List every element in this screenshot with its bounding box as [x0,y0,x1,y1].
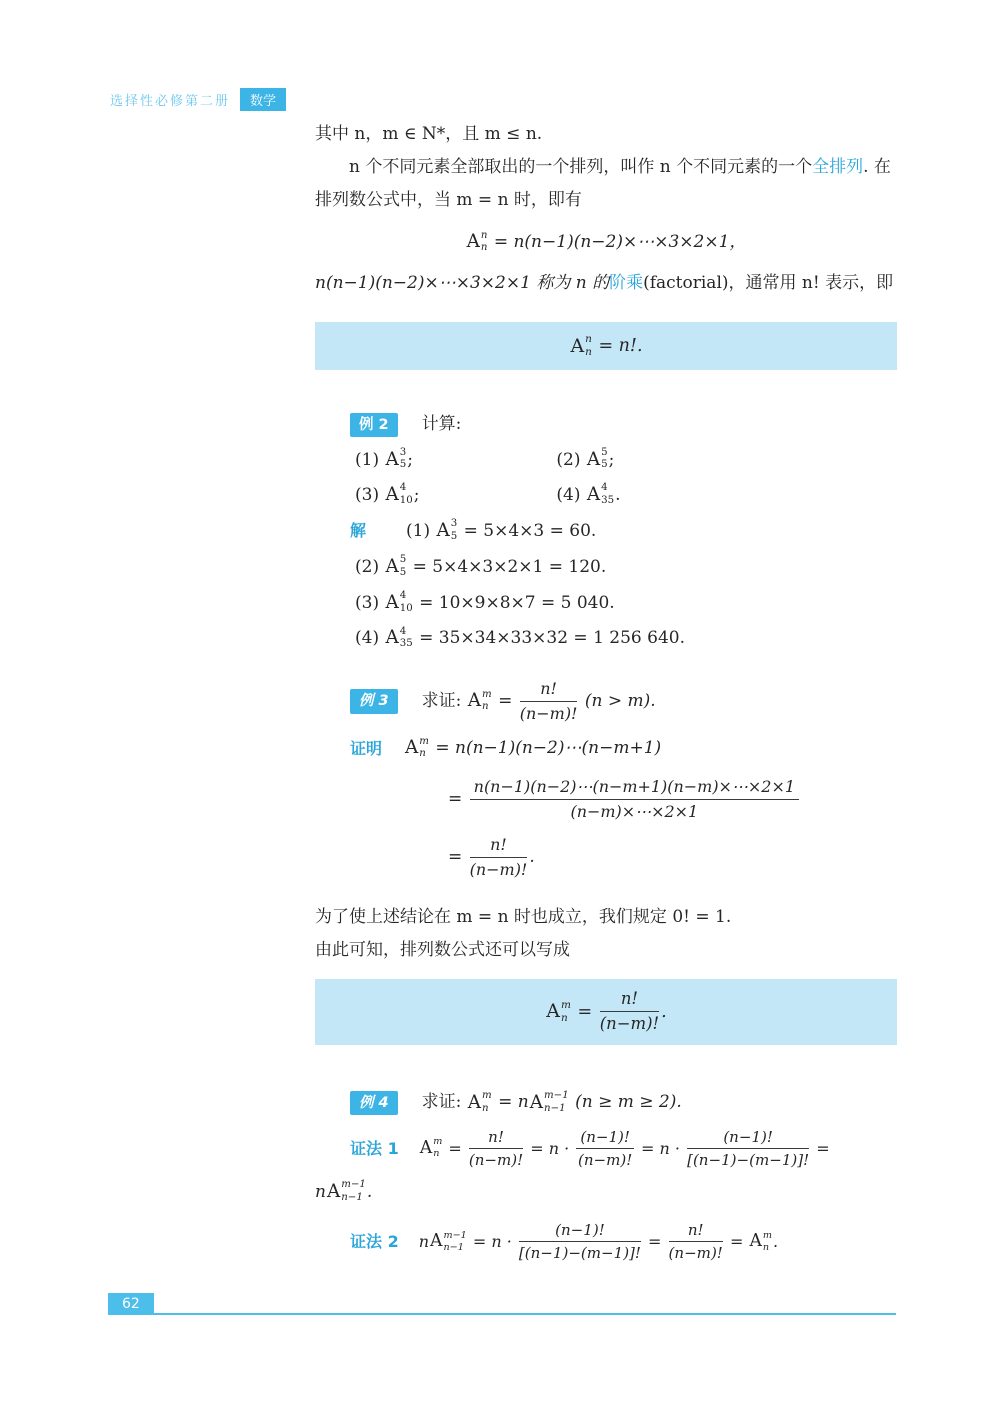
example3-header [315,678,897,724]
equals-sign: = [571,1001,598,1022]
text-run: (factorial)，通常用 n! 表示，即 [643,273,894,294]
condition: (n ≥ m ≥ 2). [569,1092,682,1113]
perm-sup: m−1 [544,1089,569,1101]
example2-item2: (2) A 5 5 ; [556,450,614,470]
permutation-symbol: A m−1 n−1 [326,1179,366,1204]
example2-solution3: (3) A 4 10 = 10×9×8×7 = 5 040. [355,585,897,621]
equals-sign: = [724,1232,749,1252]
perm-sup: 4 [399,625,407,637]
text-run: = n(n−1)(n−2)⋯(n−m+1) [429,737,662,758]
perm-sup: 4 [399,482,407,494]
perm-sup: 4 [399,589,407,601]
perm-sup: m [560,998,571,1011]
equals-sign: = [443,1138,467,1158]
text-run: = n!. [592,336,643,357]
text-run: n [418,1232,430,1252]
fraction-numerator: n! [669,1220,723,1242]
text-run: = n · [467,1232,517,1252]
perm-sub: 5 [399,459,407,471]
term-jiecheng: 阶乘 [609,273,644,294]
perm-sub: n [585,346,592,359]
footer-rule [154,1313,896,1315]
fraction-numerator: (n−1)! [576,1127,634,1149]
example2-item1: (1) A 3 5 ; [355,442,551,478]
note-rewrite: 由此可知，排列数公式还可以写成 [315,939,570,960]
permutation-symbol: A m−1 n−1 [529,1089,569,1114]
perm-sup: 5 [399,554,407,566]
perm-sup: m [762,1229,773,1241]
perm-sub: 5 [450,530,458,542]
fraction-numerator: n! [600,988,659,1012]
example2-item4: (4) A 4 35 . [556,485,620,505]
fraction-denominator: [(n−1)−(m−1)]! [687,1150,810,1169]
fraction-denominator: (n−m)×⋯×2×1 [570,801,699,821]
example2-items-row2 [355,477,897,513]
permutation-symbol: A 4 10 [385,589,413,614]
text-run: . 在排列数公式中，当 m = n 时，即有 [315,157,891,211]
perm-sub: n [762,1241,770,1253]
example2-title: 计算: [421,414,462,435]
text-run: = n(n−1)(n−2)×⋯×3×2×1， [488,231,747,252]
intro-line: 其中 n，m ∈ N*，且 m ≤ n. [315,124,543,144]
fraction [469,1127,523,1171]
perm-sub: n−1 [544,1102,566,1114]
perm-sup: m [419,735,429,747]
equals-sign: = [448,846,468,867]
perm-sub: 10 [399,495,413,507]
permutation-symbol: A m n [467,688,492,713]
example4-method1-continuation: n A m−1 n−1 . [315,1174,897,1210]
condition: (n > m). [579,690,656,711]
fraction [519,1220,641,1264]
text-run: = n [492,1092,529,1113]
fraction-denominator: [(n−1)−(m−1)]! [518,1244,641,1263]
highlight-box-ann-formula [315,979,897,1045]
fraction [576,1127,634,1171]
perm-sub: n [482,701,489,713]
fraction [470,834,528,880]
fraction-numerator: n! [470,834,528,858]
fraction-numerator: n! [469,1127,523,1149]
example2-solution2: (2) A 5 5 = 5×4×3×2×1 = 120. [355,549,897,585]
equals-sign: = [642,1232,667,1252]
fraction [687,1127,809,1171]
perm-sub: 5 [399,566,407,578]
fraction-denominator: (n−m)! [577,1150,633,1169]
book-title: 选择性必修第二册 [110,94,231,109]
period: . [661,1001,667,1022]
perm-sup: n [480,229,488,241]
permutation-symbol: A 4 35 [385,625,413,650]
permutation-symbol: A 3 5 [436,518,458,542]
paragraph-factorial [315,267,897,300]
note-zero-factorial: 为了使上述结论在 m = n 时也成立，我们规定 0! = 1. [315,906,732,927]
perm-sup: m [482,1089,492,1101]
fraction-numerator: (n−1)! [519,1220,641,1242]
perm-sup: m [482,688,492,700]
example2-item3: (3) A 4 10 ; [355,477,551,513]
fraction-numerator: n! [520,678,578,702]
text-run: n 个不同元素全部取出的一个排列，叫作 n 个不同元素的一个 [349,157,813,178]
method2-label: 证法 2 [350,1232,399,1252]
period: . [529,846,535,867]
perm-sup: m−1 [341,1179,366,1191]
fraction-numerator: (n−1)! [687,1127,809,1149]
fraction-denominator: (n−m)! [468,1150,524,1169]
fraction-denominator: (n−m)! [668,1244,723,1263]
permutation-symbol: A m n [467,1089,492,1114]
perm-sup: 4 [601,482,608,494]
perm-sub: 35 [601,495,615,507]
paragraph-full-permutation [315,151,897,217]
example4-method1-line [350,1127,897,1171]
fraction [669,1220,723,1264]
permutation-symbol: A 3 5 [385,446,407,471]
fraction [470,776,799,822]
example2-items-row1 [355,442,897,478]
example4-label: 例 4 [350,1091,398,1115]
perm-sup: m [433,1136,443,1148]
example2-header [315,408,897,441]
permutation-symbol: A m−1 n−1 [430,1229,467,1253]
perm-sub: n−1 [341,1192,363,1204]
permutation-symbol: A n n [466,229,488,254]
perm-sup: 3 [399,446,407,458]
period: . [773,1232,779,1252]
example3-proof-line3 [448,834,897,880]
example3-prompt: 求证: [421,690,467,711]
equals-sign: = [448,788,468,809]
example3-label: 例 3 [350,689,398,713]
fraction-denominator: (n−m)! [599,1014,660,1034]
equals-sign: = [492,690,518,711]
perm-sub: n−1 [443,1241,464,1253]
example4-header [315,1085,897,1121]
example2-solution4: (4) A 4 35 = 35×34×33×32 = 1 256 640. [355,620,897,656]
text-run: n(n−1)(n−2)×⋯×3×2×1 称为 n 的 [315,273,610,294]
perm-sub: n [560,1011,568,1024]
page-number: 62 [108,1293,154,1315]
fraction [520,678,578,724]
equals-sign: = [811,1138,830,1158]
perm-sup: 3 [450,518,458,530]
permutation-symbol: A 5 5 [385,554,407,578]
permutation-symbol: A 4 10 [385,482,413,507]
method1-label: 证法 1 [350,1138,399,1158]
formula-ann-expansion [315,224,897,260]
permutation-symbol: A m n [405,735,429,760]
permutation-symbol: A 4 35 [586,482,615,507]
highlight-box-ann-factorial [315,322,897,370]
perm-sub: 10 [399,602,413,614]
example2-label: 例 2 [350,413,398,437]
perm-sub: n [482,1102,489,1114]
permutation-symbol: A m n [749,1229,773,1253]
proof-label: 证明 [350,738,383,758]
perm-sup: m−1 [443,1229,467,1241]
perm-sub: 35 [399,638,413,650]
term-quanpailie: 全排列 [812,157,864,178]
example4-prompt: 求证: [421,1092,467,1113]
perm-sup: n [585,333,592,346]
perm-sup: 5 [601,446,608,458]
text-run: = n · [635,1138,686,1158]
fraction-denominator: (n−m)! [469,859,528,879]
page-header [110,88,286,111]
example2-solution1: 解 (1) A 3 5 = 5×4×3 = 60. [350,513,897,549]
solve-label: 解 [350,521,367,541]
main-content [315,118,897,1264]
permutation-symbol: A m n [546,998,571,1024]
subject-badge: 数学 [240,88,286,111]
text-run: = n · [525,1138,575,1158]
permutation-symbol: A m n [419,1136,443,1160]
example4-method2-line [350,1220,897,1264]
perm-sub: 5 [601,459,608,471]
fraction-numerator: n(n−1)(n−2)⋯(n−m+1)(n−m)×⋯×2×1 [470,776,799,800]
example3-proof-line1 [350,730,897,766]
perm-sub: n [480,242,488,254]
permutation-symbol: A n n [570,333,592,359]
perm-sub: n [419,748,426,760]
example3-proof-line2 [448,776,897,822]
perm-sub: n [433,1148,440,1160]
fraction [600,988,659,1035]
page-footer [108,1293,896,1315]
permutation-symbol: A 5 5 [586,446,608,471]
fraction-denominator: (n−m)! [519,703,578,723]
